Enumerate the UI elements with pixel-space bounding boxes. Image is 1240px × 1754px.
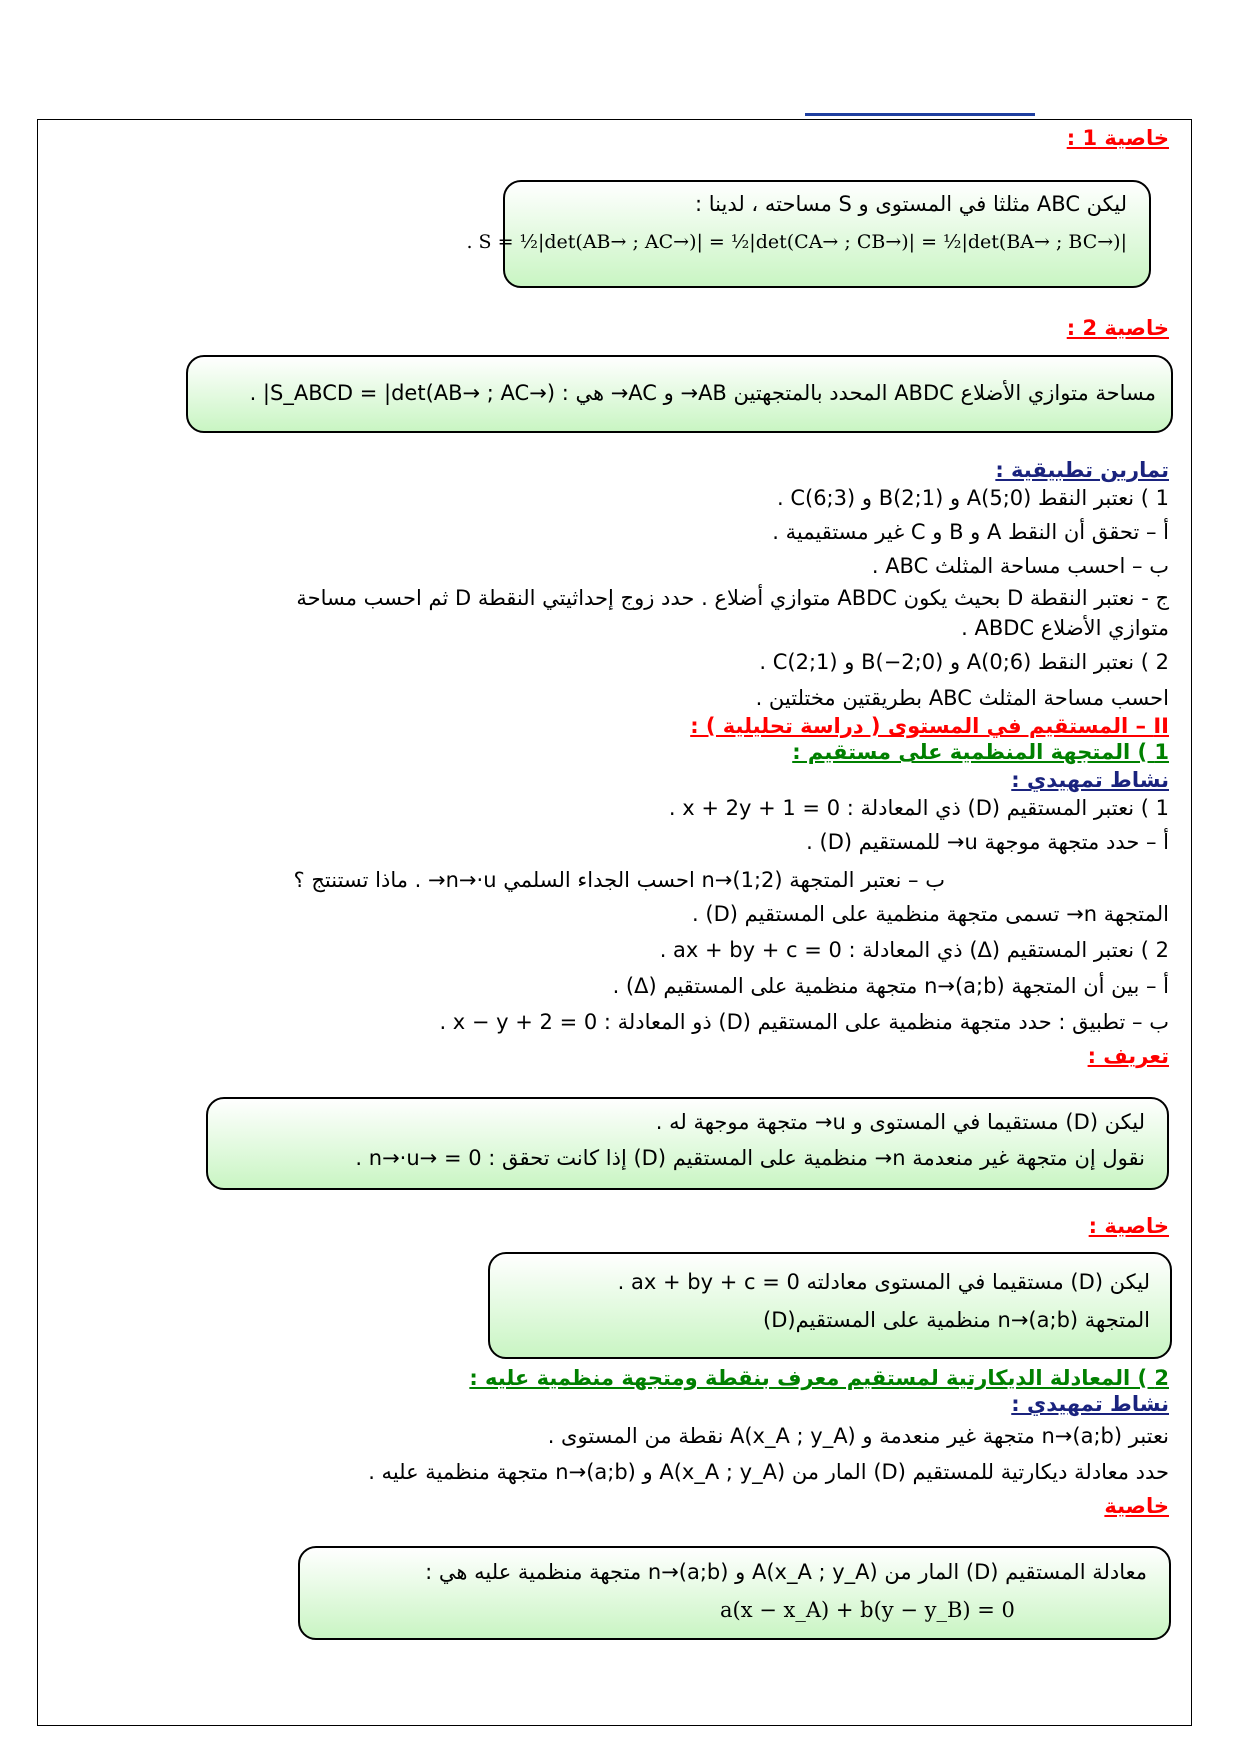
section-2b-heading: 2 ) المعادلة الديكارتية لمستقيم معرف بنقطة ومتجهة منظمية عليه :	[469, 1366, 1169, 1390]
section-2-heading: II – المستقيم في المستوى ( دراسة تحليلية ) :	[690, 714, 1169, 738]
exercise-line: 1 ) نعتبر النقط A(5;0) و B(2;1) و C(6;3) .	[776, 486, 1169, 510]
exercises-heading: تمارين تطبيقية :	[995, 458, 1169, 482]
activity-2-line: نعتبر n→(a;b) متجهة غير منعدمة و A(x_A ; y_A) نقطة من المستوى .	[547, 1424, 1169, 1448]
definition-heading: تعريف :	[1087, 1044, 1169, 1068]
property-4-heading: خاصية	[1104, 1494, 1169, 1518]
section-2-sub-heading: 1 ) المتجهة المنظمية على مستقيم :	[792, 740, 1169, 764]
exercise-line: متوازي الأضلاع ABDC .	[961, 616, 1169, 640]
property-3-heading: خاصية :	[1088, 1214, 1169, 1238]
property-1-formula: . S = ½|det(AB→ ; AC→)| = ½|det(CA→ ; CB→)| = ½|det(BA→ ; BC→)|	[466, 231, 1127, 253]
property-1-text: ليكن ABC مثلثا في المستوى و S مساحته ، لدينا :	[695, 192, 1127, 216]
property-2-text: مساحة متوازي الأضلاع ABDC المحدد بالمتجهتين AB→ و AC→ هي : S_ABCD = |det(AB→ ; AC→)| .	[249, 381, 1156, 405]
activity-line: أ – حدد متجهة موجهة u→ للمستقيم (D) .	[806, 830, 1169, 854]
property-2-box	[186, 355, 1173, 433]
activity-line: ب – نعتبر المتجهة n→(1;2) احسب الجداء السلمي n→·u→ . ماذا تستنتج ؟	[293, 868, 945, 892]
property-4-line: معادلة المستقيم (D) المار من A(x_A ; y_A) و n→(a;b) متجهة منظمية عليه هي :	[425, 1560, 1147, 1584]
header-rule	[805, 113, 1035, 116]
property-1-heading: خاصية 1 :	[1066, 126, 1169, 150]
property-4-formula: a(x − x_A) + b(y − y_B) = 0	[720, 1598, 1015, 1622]
property-3-line: المتجهة n→(a;b) منظمية على المستقيم(D)	[763, 1308, 1150, 1332]
activity-line: 1 ) نعتبر المستقيم (D) ذي المعادلة : x + 2y + 1 = 0 .	[668, 796, 1169, 820]
definition-line: ليكن (D) مستقيما في المستوى و u→ متجهة موجهة له .	[655, 1110, 1145, 1134]
exercise-line: ب – احسب مساحة المثلث ABC .	[871, 554, 1169, 578]
definition-box	[206, 1097, 1169, 1190]
activity-line: أ – بين أن المتجهة n→(a;b) متجهة منظمية على المستقيم (Δ) .	[612, 974, 1169, 998]
activity-line: 2 ) نعتبر المستقيم (Δ) ذي المعادلة : ax + by + c = 0 .	[659, 938, 1169, 962]
property-3-box	[488, 1252, 1172, 1359]
property-2-heading: خاصية 2 :	[1066, 316, 1169, 340]
exercise-line: 2 ) نعتبر النقط A(0;6) و B(−2;0) و C(2;1) .	[759, 650, 1169, 674]
activity-line: المتجهة n→ تسمى متجهة منظمية على المستقيم (D) .	[692, 902, 1169, 926]
exercise-line: احسب مساحة المثلث ABC بطريقتين مختلتين .	[755, 686, 1169, 710]
activity-2-line: حدد معادلة ديكارتية للمستقيم (D) المار من A(x_A ; y_A) و n→(a;b) متجهة منظمية عليه .	[368, 1460, 1169, 1484]
property-3-line: ليكن (D) مستقيما في المستوى معادلته ax + by + c = 0 .	[617, 1270, 1150, 1294]
definition-line: نقول إن متجهة غير منعدمة n→ منظمية على المستقيم (D) إذا كانت تحقق : n→·u→ = 0 .	[355, 1146, 1145, 1170]
activity-2-heading: نشاط تمهيدي :	[1011, 1392, 1169, 1416]
activity-heading: نشاط تمهيدي :	[1011, 768, 1169, 792]
exercise-line: ج - نعتبر النقطة D بحيث يكون ABDC متوازي أضلاع . حدد زوج إحداثيتي النقطة D ثم احسب مساحة	[296, 586, 1169, 610]
activity-line: ب – تطبيق : حدد متجهة منظمية على المستقيم (D) ذو المعادلة : x − y + 2 = 0 .	[439, 1010, 1169, 1034]
exercise-line: أ – تحقق أن النقط A و B و C غير مستقيمية .	[772, 520, 1169, 544]
property-4-box	[298, 1546, 1171, 1640]
property-1-box	[466, 180, 1151, 288]
